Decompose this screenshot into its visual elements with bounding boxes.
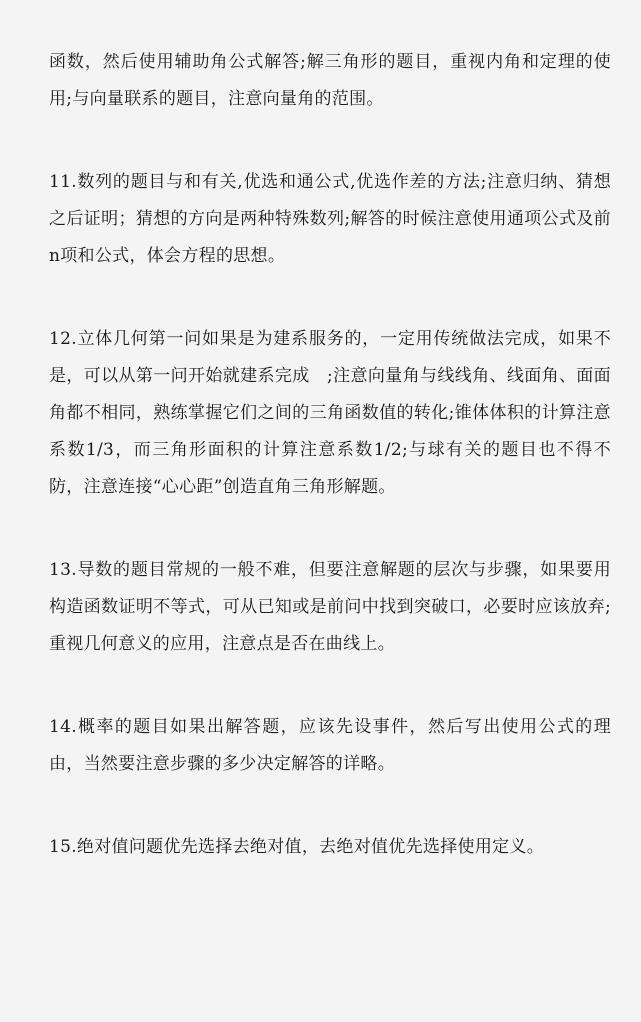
paragraph-continuation: 函数，然后使用辅助角公式解答;解三角形的题目，重视内角和定理的使用;与向量联系的题目，注意向量角的范围。 — [49, 52, 611, 109]
paragraph-item-15: 15.绝对值问题优先选择去绝对值，去绝对值优先选择使用定义。 — [49, 837, 545, 857]
paragraph-item-11: 11.数列的题目与和有关,优选和通公式,优选作差的方法;注意归纳、猜想之后证明；猜想的方向是两种特殊数列;解答的时候注意使用通项公式及前n项和公式，体会方程的思想。 — [49, 172, 611, 266]
paragraph-item-12: 12.立体几何第一问如果是为建系服务的，一定用传统做法完成，如果不是，可以从第一问开始就建系完成 ;注意向量角与线线角、线面角、面面角都不相同，熟练掌握它们之间的三角函数值的转化;锥体体积的计算注意系数1/3，而三角形面积的计算注意系数1/2;与球有关的题目也不得不防，注意连接“心心距”创造直角三角形解题。 — [49, 329, 611, 497]
paragraph-item-13: 13.导数的题目常规的一般不难，但要注意解题的层次与步骤，如果要用构造函数证明不等式，可从已知或是前问中找到突破口，必要时应该放弃;重视几何意义的应用，注意点是否在曲线上。 — [49, 560, 611, 654]
paragraph-item-14: 14.概率的题目如果出解答题，应该先设事件，然后写出使用公式的理由，当然要注意步骤的多少决定解答的详略。 — [49, 717, 611, 774]
